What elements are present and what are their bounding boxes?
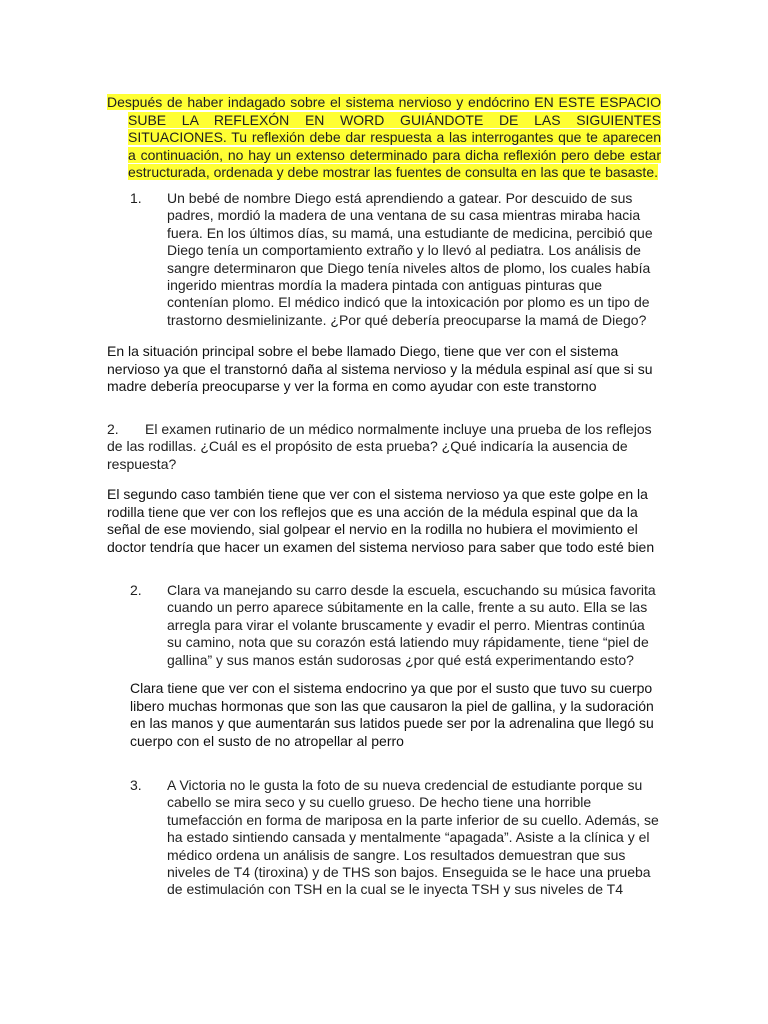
answer-paragraph-2: El segundo caso también tiene que ver con el sistema nervioso ya que este golpe en la rodilla tiene que ver con los reflejos que es una acción de la médula espinal que da la señal de ese moviendo, sial golpear el nervio en la rodilla no hubiera el movimiento el doctor tendría que hacer un examen del sistema nervioso para saber que todo esté bien xyxy=(107,486,655,555)
question-number: 2. xyxy=(130,582,142,598)
question-text: El examen rutinario de un médico normalmente incluye una prueba de los reflejos de las rodillas. ¿Cuál es el propósito de esta prueba? ¿Qué indicaría la ausencia de respuesta? xyxy=(107,421,652,472)
question-number: 3. xyxy=(130,777,142,793)
instructions-paragraph xyxy=(107,94,661,182)
question-text: A Victoria no le gusta la foto de su nueva credencial de estudiante porque su cabello se mira seco y su cuello grueso. De hecho tiene una horrible tumefacción en forma de mariposa en la parte inferior de su cuello. Además, se ha estado sintiendo cansada y mentalmente “apagada”. Asiste a la clínica y el médico ordena un análisis de sangre. Los resultados demuestran que sus niveles de T4 (tiroxina) y de THS son bajos. Enseguida se le hace una prueba de estimulación con TSH en la cual se le inyecta TSH y sus niveles de T4 xyxy=(167,777,659,898)
instructions-highlight: Después de haber indagado sobre el sistema nervioso y endócrino EN ESTE ESPACIO SUBE LA REFLEXÓN EN WORD GUIÁNDOTE DE LAS SIGUIENTES SITUACIONES. Tu reflexión debe dar respuesta a las interrogantes que te aparecen a continuación, no hay un extenso determinado para dicha reflexión pero debe estar estructurada, ordenada y debe mostrar las fuentes de consulta en las que te basaste. xyxy=(107,94,661,180)
question-item-2 xyxy=(107,421,655,473)
question-number: 1. xyxy=(130,190,142,206)
question-text: Clara va manejando su carro desde la escuela, escuchando su música favorita cuando un perro aparece súbitamente en la calle, frente a su auto. Ella se las arregla para virar el volante bruscamente y evadir el perro. Mientras continúa su camino, nota que su corazón está latiendo muy rápidamente, tiene “piel de gallina” y sus manos están sudorosas ¿por qué está experimentando esto? xyxy=(167,582,656,668)
question-text: Un bebé de nombre Diego está aprendiendo a gatear. Por descuido de sus padres, mordió la madera de una ventana de su casa mientras miraba hacia fuera. En los últimos días, su mamá, una estudiante de medicina, percibió que Diego tenía un comportamiento extraño y lo llevó al pediatra. Los análisis de sangre determinaron que Diego tenía niveles altos de plomo, los cuales había ingerido mientras mordía la madera pintada con antiguas pinturas que contenían plomo. El médico indicó que la intoxicación por plomo es un tipo de trastorno desmielinizante. ¿Por qué debería preocuparse la mamá de Diego? xyxy=(167,190,653,328)
answer-paragraph-1: En la situación principal sobre el bebe llamado Diego, tiene que ver con el sistema nervioso ya que el transtornó daña al sistema nervioso y la médula espinal así que si su madre debería preocuparse y ver la forma en como ayudar con este transtorno xyxy=(107,343,653,395)
question-number: 2. xyxy=(107,421,119,437)
answer-paragraph-3: Clara tiene que ver con el sistema endocrino ya que por el susto que tuvo su cuerpo libero muchas hormonas que son las que causaron la piel de gallina, y la sudoración en las manos y que aumentarán sus latidos puede ser por la adrenalina que llegó su cuerpo con el susto de no atropellar al perro xyxy=(130,680,654,749)
